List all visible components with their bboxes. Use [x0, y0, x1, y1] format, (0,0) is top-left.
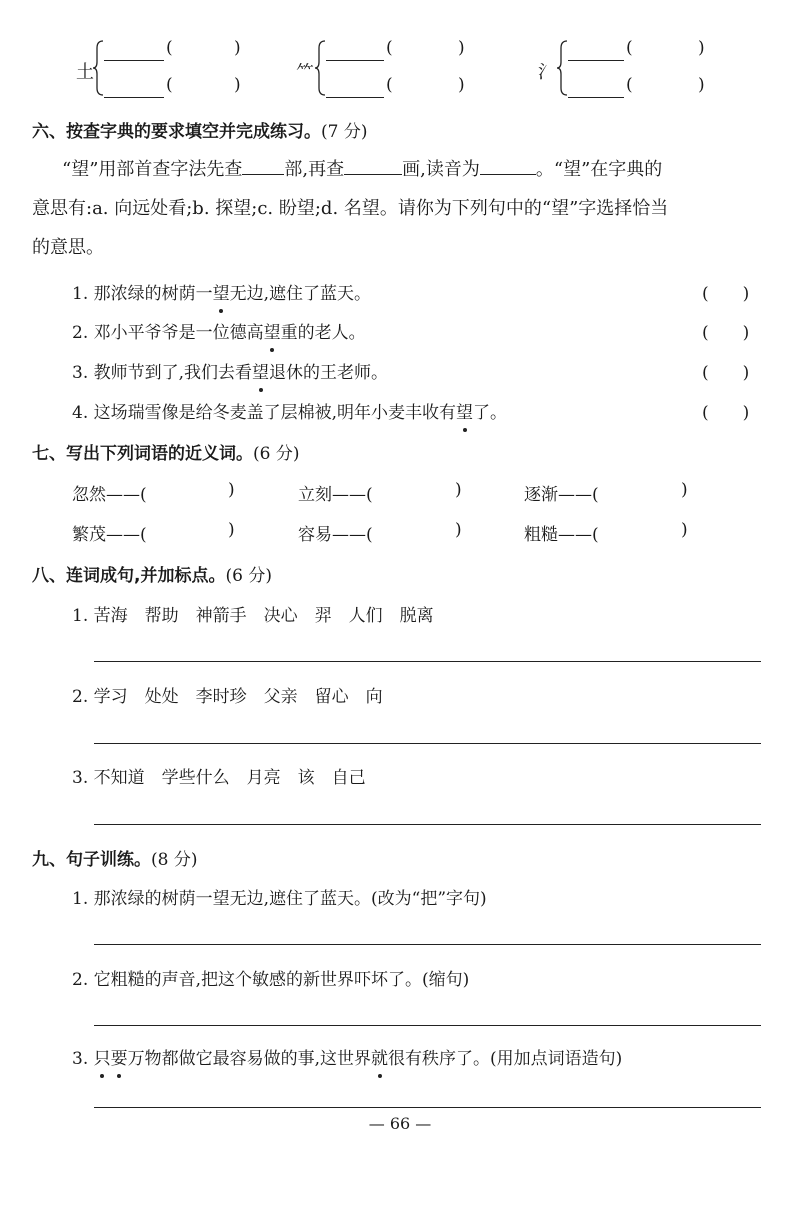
section-7-score: (6 分) — [253, 444, 300, 464]
section-6-line-3: 的意思。 — [32, 237, 104, 258]
blank-radical[interactable] — [242, 156, 284, 175]
dotted-char: 就 — [371, 1044, 388, 1069]
paren-close: ) — [458, 75, 465, 95]
list-item: 3. 不知道 学些什么 月亮 该 自己 — [72, 768, 366, 788]
text: 了。 — [473, 403, 508, 423]
section-6-title: 六、按查字典的要求填空并完成练习。 — [32, 122, 321, 142]
section-9-heading — [32, 845, 197, 870]
list-item: 1. 那浓绿的树荫一望无边,遮住了蓝天。(改为“把”字句) — [72, 889, 487, 909]
answer-line[interactable] — [94, 661, 761, 662]
paren-close: ) — [698, 75, 705, 95]
text: 3. — [72, 1049, 94, 1069]
answer-line[interactable] — [568, 60, 624, 61]
paren-close: ) — [455, 480, 462, 500]
dotted-char: 望 — [456, 398, 473, 423]
paren-close: ) — [234, 38, 241, 58]
list-item: 2. 它粗糙的声音,把这个敏感的新世界吓坏了。(缩句) — [72, 970, 470, 990]
text: 无边,遮住了蓝天。 — [229, 284, 372, 304]
list-item: 1. 苦海 帮助 神箭手 决心 羿 人们 脱离 — [72, 606, 434, 626]
paren-open: ( — [166, 38, 173, 58]
answer-line[interactable] — [94, 944, 761, 945]
text: 容易——( — [298, 525, 373, 545]
paren-open: ( — [166, 75, 173, 95]
section-8-score: (6 分) — [225, 566, 272, 586]
text: 4. 这场瑞雪像是给冬麦盖了层棉被,明年小麦丰收有 — [72, 403, 457, 423]
paren-open: ( — [626, 75, 633, 95]
answer-line[interactable] — [104, 60, 164, 61]
brace-icon — [314, 40, 326, 96]
brace-icon — [92, 40, 104, 96]
text: 粗糙——( — [524, 525, 599, 545]
page-number: — 66 — — [368, 1114, 432, 1133]
dotted-char: 要 — [111, 1044, 128, 1069]
answer-line[interactable] — [94, 824, 761, 825]
brace-icon — [556, 40, 568, 96]
paren-close: ) — [681, 520, 688, 540]
paren-close: ) — [455, 520, 462, 540]
radical-char: 氵 — [538, 62, 556, 83]
section-6-line-2: 意思有:a. 向远处看;b. 探望;c. 盼望;d. 名望。请你为下列句中的“望”字选择恰当 — [32, 198, 669, 219]
paren-close: ) — [681, 480, 688, 500]
dotted-char: 只 — [94, 1044, 111, 1069]
list-item: 2. 学习 处处 李时珍 父亲 留心 向 — [72, 687, 383, 707]
text: 2. 邓小平爷爷是一位德高 — [72, 323, 264, 343]
paren-open: ( — [386, 38, 393, 58]
text: 万物都做它最容易做的事,这世界 — [127, 1049, 372, 1069]
section-6-score: (7 分) — [321, 122, 368, 142]
section-6-line-1 — [62, 155, 662, 181]
paren-close: ) — [228, 480, 235, 500]
synonym-item — [524, 520, 599, 545]
answer-line[interactable] — [94, 743, 761, 744]
paren-close: ) — [458, 38, 465, 58]
dotted-char: 望 — [213, 279, 230, 304]
section-6-heading — [32, 117, 367, 142]
answer-paren[interactable]: ( ) — [702, 323, 750, 343]
blank-pinyin[interactable] — [480, 156, 536, 175]
text: 1. 那浓绿的树荫一 — [72, 284, 213, 304]
text: 忽然——( — [72, 485, 147, 505]
text: 很有秩序了。(用加点词语造句) — [388, 1049, 623, 1069]
answer-paren[interactable]: ( ) — [702, 284, 750, 304]
list-item — [72, 1044, 622, 1069]
radical-char: ⺮ — [296, 62, 314, 83]
synonym-item — [524, 480, 599, 505]
list-item — [72, 279, 371, 304]
radical-char: 土 — [76, 62, 94, 83]
synonym-item — [72, 520, 147, 545]
list-item — [72, 318, 366, 343]
answer-paren[interactable]: ( ) — [702, 403, 750, 423]
synonym-item — [298, 520, 373, 545]
dotted-char: 望 — [264, 318, 281, 343]
answer-paren[interactable]: ( ) — [702, 363, 750, 383]
synonym-item — [72, 480, 147, 505]
section-8-heading — [32, 561, 272, 586]
text: 繁茂——( — [72, 525, 147, 545]
text: 画,读音为 — [402, 159, 480, 180]
text: 退休的王老师。 — [269, 363, 389, 383]
text: 重的老人。 — [280, 323, 366, 343]
answer-line[interactable] — [326, 97, 384, 98]
text: 3. 教师节到了,我们去看 — [72, 363, 253, 383]
text: 部,再查 — [284, 159, 345, 180]
answer-line[interactable] — [104, 97, 164, 98]
synonym-item — [298, 480, 373, 505]
section-9-score: (8 分) — [151, 850, 198, 870]
text: 逐渐——( — [524, 485, 599, 505]
list-item — [72, 358, 388, 383]
text: 。“望”在字典的 — [535, 159, 663, 180]
paren-close: ) — [228, 520, 235, 540]
answer-line[interactable] — [326, 60, 384, 61]
answer-line[interactable] — [94, 1107, 761, 1108]
list-item — [72, 398, 507, 423]
section-8-title: 八、连词成句,并加标点。 — [32, 566, 226, 586]
paren-open: ( — [626, 38, 633, 58]
answer-line[interactable] — [94, 1025, 761, 1026]
dotted-char: 望 — [252, 358, 269, 383]
paren-close: ) — [234, 75, 241, 95]
section-7-title: 七、写出下列词语的近义词。 — [32, 444, 253, 464]
text: 立刻——( — [298, 485, 373, 505]
answer-line[interactable] — [568, 97, 624, 98]
blank-strokes[interactable] — [344, 156, 402, 175]
paren-open: ( — [386, 75, 393, 95]
text: “望”用部首查字法先查 — [62, 159, 243, 180]
paren-close: ) — [698, 38, 705, 58]
section-7-heading — [32, 439, 299, 464]
section-9-title: 九、句子训练。 — [32, 850, 151, 870]
